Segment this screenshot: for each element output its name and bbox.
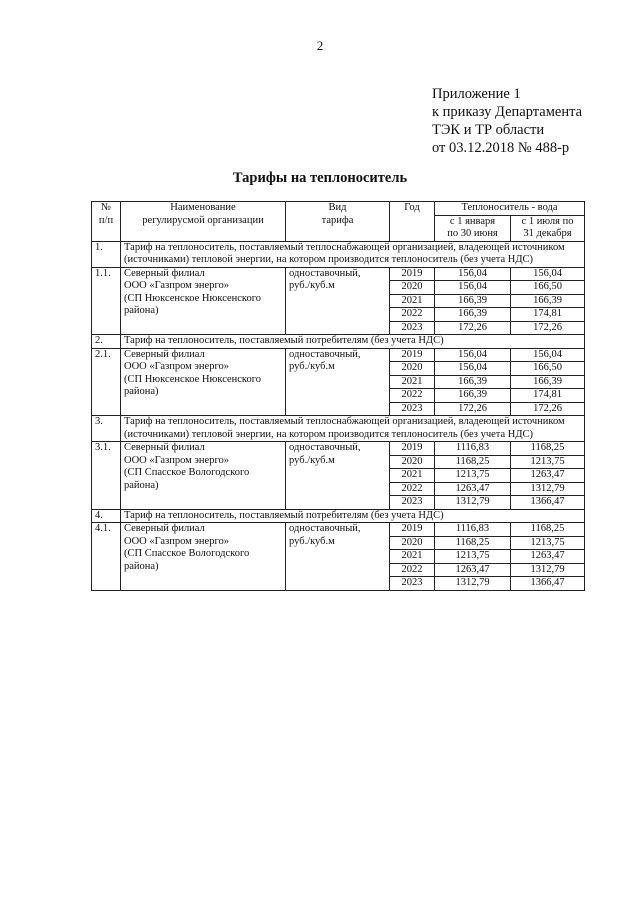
section-title: Тариф на теплоноситель, поставляемый потребителям (без учета НДС) <box>121 509 585 523</box>
header-period-1: с 1 января по 30 июня <box>435 215 511 241</box>
organization-line: района) <box>124 479 159 491</box>
table-row <box>92 523 585 537</box>
tariff-first-half: 1116,83 <box>435 523 511 537</box>
tariff-second-half: 1263,47 <box>511 550 585 564</box>
header-number: № п/п <box>92 202 121 242</box>
organization-line: (СП Спасское Вологодского <box>124 467 250 478</box>
section-title: Тариф на теплоноситель, поставляемый теплоснабжающей организацией, владеющей источником (источниками) тепловой энергии, на котором производится теплоноситель (без учета НДС) <box>121 416 585 442</box>
tariff-second-half: 1366,47 <box>511 577 585 591</box>
organization-name <box>121 523 286 591</box>
tariff-type <box>286 267 390 335</box>
tariff-second-half: 1263,47 <box>511 469 585 483</box>
organization-line: района) <box>124 386 159 397</box>
year-cell: 2020 <box>390 362 435 376</box>
tariff-type-line: одноставочный, <box>289 442 361 453</box>
tariff-second-half: 156,04 <box>511 348 585 362</box>
tariff-first-half: 156,04 <box>435 348 511 362</box>
header-water: Теплоноситель - вода <box>435 202 585 216</box>
year-cell: 2023 <box>390 321 435 335</box>
year-cell: 2019 <box>390 267 435 281</box>
section-number: 4. <box>92 509 121 523</box>
tariff-second-half: 1312,79 <box>511 563 585 577</box>
year-cell: 2021 <box>390 550 435 564</box>
tariff-type-line: одноставочный, <box>289 523 361 534</box>
header-row <box>92 202 585 216</box>
year-cell: 2023 <box>390 402 435 416</box>
tariff-second-half: 1213,75 <box>511 455 585 469</box>
tariff-second-half: 166,50 <box>511 281 585 295</box>
appendix-line: от 03.12.2018 № 488-р <box>432 140 570 156</box>
year-cell: 2022 <box>390 308 435 322</box>
tariff-table <box>91 201 585 591</box>
tariff-second-half: 156,04 <box>511 267 585 281</box>
header-year: Год <box>390 202 435 242</box>
tariff-first-half: 156,04 <box>435 362 511 376</box>
year-cell: 2019 <box>390 523 435 537</box>
header-tariff-type: Вид тарифа <box>286 202 390 242</box>
tariff-second-half: 1213,75 <box>511 536 585 550</box>
year-cell: 2023 <box>390 496 435 510</box>
section-row <box>92 416 585 442</box>
section-title: Тариф на теплоноситель, поставляемый потребителям (без учета НДС) <box>121 335 585 349</box>
tariff-first-half: 1116,83 <box>435 442 511 456</box>
tariff-first-half: 1168,25 <box>435 455 511 469</box>
tariff-first-half: 1312,79 <box>435 496 511 510</box>
tariff-second-half: 1312,79 <box>511 482 585 496</box>
year-cell: 2021 <box>390 469 435 483</box>
header-organization: Наименование регулирусмой организации <box>121 202 286 242</box>
organization-name <box>121 442 286 510</box>
appendix-line: ТЭК и ТР области <box>432 122 545 138</box>
tariff-second-half: 166,39 <box>511 375 585 389</box>
tariff-first-half: 166,39 <box>435 294 511 308</box>
header-period-2: с 1 июля по 31 декабря <box>511 215 585 241</box>
tariff-first-half: 1263,47 <box>435 482 511 496</box>
tariff-first-half: 156,04 <box>435 281 511 295</box>
tariff-second-half: 1168,25 <box>511 442 585 456</box>
tariff-type-line: руб./куб.м <box>289 361 335 372</box>
organization-line: района) <box>124 305 159 316</box>
item-number: 1.1. <box>92 267 121 335</box>
tariff-first-half: 166,39 <box>435 375 511 389</box>
section-number: 2. <box>92 335 121 349</box>
tariff-first-half: 166,39 <box>435 389 511 403</box>
organization-line: ООО «Газпром энерго» <box>124 361 230 372</box>
tariff-first-half: 1213,75 <box>435 469 511 483</box>
tariff-second-half: 174,81 <box>511 308 585 322</box>
tariff-second-half: 174,81 <box>511 389 585 403</box>
organization-line: (СП Нюксенское Нюксенского <box>124 373 262 385</box>
tariff-first-half: 1168,25 <box>435 536 511 550</box>
tariff-type <box>286 523 390 591</box>
tariff-second-half: 172,26 <box>511 402 585 416</box>
year-cell: 2021 <box>390 375 435 389</box>
year-cell: 2023 <box>390 577 435 591</box>
year-cell: 2020 <box>390 536 435 550</box>
tariff-first-half: 156,04 <box>435 267 511 281</box>
page-number: 2 <box>316 38 324 53</box>
tariff-type <box>286 348 390 416</box>
section-row <box>92 335 585 349</box>
year-cell: 2021 <box>390 294 435 308</box>
organization-line: ООО «Газпром энерго» <box>124 280 230 291</box>
organization-line: Северный филиал <box>124 348 205 360</box>
appendix-block <box>432 85 582 157</box>
organization-name <box>121 267 286 335</box>
tariff-second-half: 172,26 <box>511 321 585 335</box>
tariff-second-half: 166,50 <box>511 362 585 376</box>
tariff-type-line: руб./куб.м <box>289 454 335 466</box>
tariff-first-half: 1213,75 <box>435 550 511 564</box>
year-cell: 2019 <box>390 442 435 456</box>
table-row <box>92 267 585 281</box>
table-row <box>92 442 585 456</box>
organization-line: Северный филиал <box>124 523 205 534</box>
tariff-type-line: одноставочный, <box>289 348 361 360</box>
year-cell: 2022 <box>390 563 435 577</box>
tariff-type-line: одноставочный, <box>289 267 361 279</box>
tariff-second-half: 1168,25 <box>511 523 585 537</box>
year-cell: 2022 <box>390 389 435 403</box>
section-number: 1. <box>92 241 121 267</box>
organization-name <box>121 348 286 416</box>
item-number: 2.1. <box>92 348 121 416</box>
tariff-first-half: 1312,79 <box>435 577 511 591</box>
tariff-type-line: руб./куб.м <box>289 280 335 291</box>
tariff-first-half: 172,26 <box>435 321 511 335</box>
organization-line: ООО «Газпром энерго» <box>124 535 230 547</box>
item-number: 4.1. <box>92 523 121 591</box>
tariff-type <box>286 442 390 510</box>
tariff-second-half: 166,39 <box>511 294 585 308</box>
appendix-line: Приложение 1 <box>432 86 521 102</box>
organization-line: (СП Спасское Вологодского <box>124 548 250 559</box>
year-cell: 2022 <box>390 482 435 496</box>
year-cell: 2019 <box>390 348 435 362</box>
organization-line: района) <box>124 560 159 572</box>
document-title: Тарифы на теплоноситель <box>232 170 408 186</box>
year-cell: 2020 <box>390 455 435 469</box>
table-row <box>92 348 585 362</box>
section-row <box>92 509 585 523</box>
year-cell: 2020 <box>390 281 435 295</box>
section-row <box>92 241 585 267</box>
organization-line: (СП Нюксенское Нюксенского <box>124 292 262 304</box>
organization-line: ООО «Газпром энерго» <box>124 454 230 466</box>
section-number: 3. <box>92 416 121 442</box>
tariff-second-half: 1366,47 <box>511 496 585 510</box>
organization-line: Северный филиал <box>124 442 205 453</box>
organization-line: Северный филиал <box>124 267 205 279</box>
tariff-type-line: руб./куб.м <box>289 535 335 547</box>
section-title: Тариф на теплоноситель, поставляемый теплоснабжающей организацией, владеющей источником (источниками) тепловой энергии, на котором производится теплоноситель (без учета НДС) <box>121 241 585 267</box>
item-number: 3.1. <box>92 442 121 510</box>
tariff-first-half: 172,26 <box>435 402 511 416</box>
tariff-first-half: 1263,47 <box>435 563 511 577</box>
appendix-line: к приказу Департамента <box>432 104 583 120</box>
tariff-first-half: 166,39 <box>435 308 511 322</box>
